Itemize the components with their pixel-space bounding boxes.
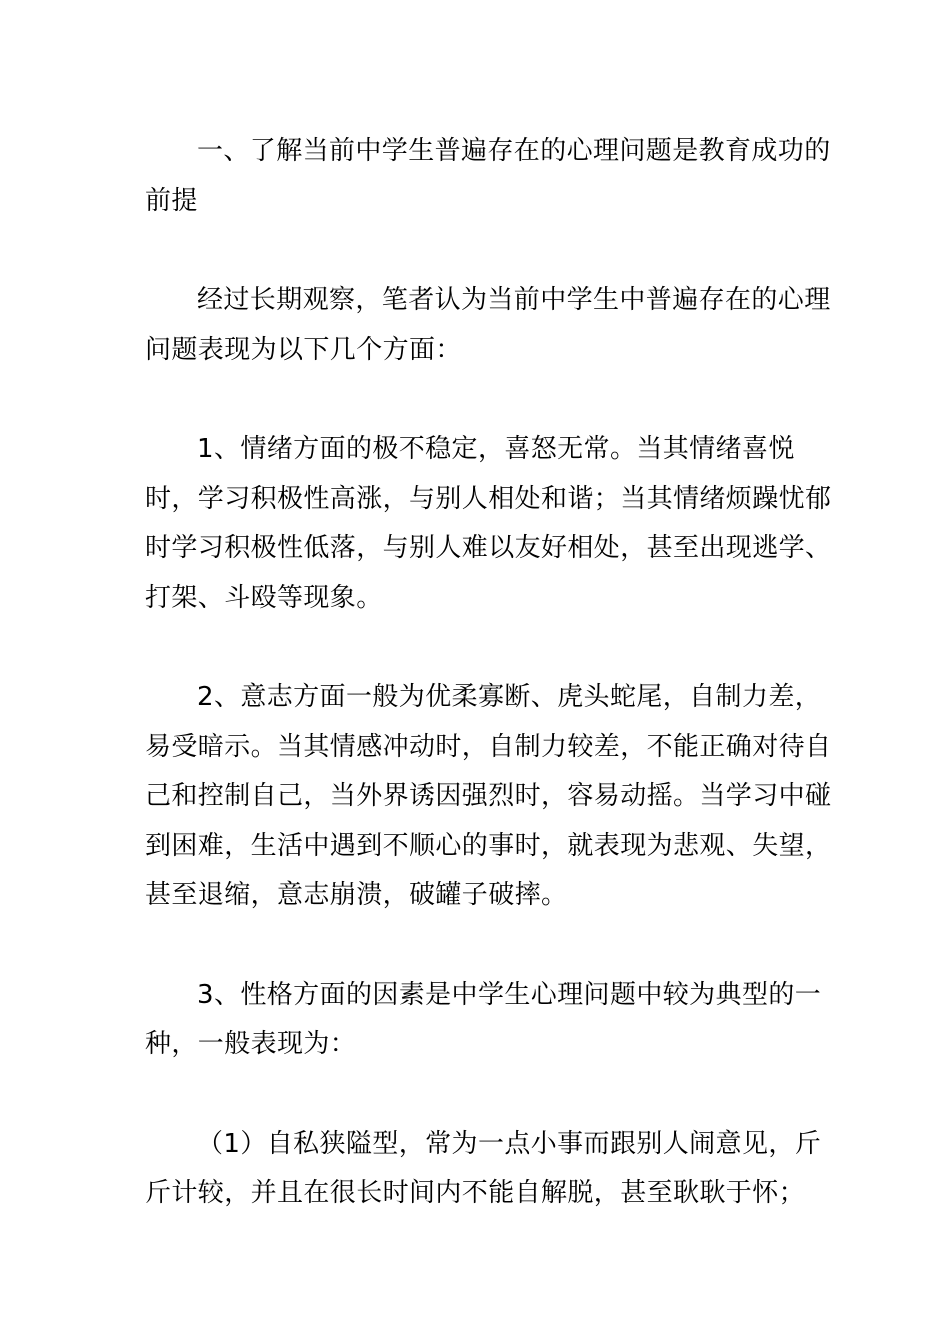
personality-paragraph: 3、性格方面的因素是中学生心理问题中较为典型的一种，一般表现为： [145, 979, 822, 1059]
emotion-paragraph: 1、情绪方面的极不稳定，喜怒无常。当其情绪喜悦时，学习积极性高涨，与别人相处和谐；当其情绪烦躁忧郁时学习积极性低落，与别人难以友好相处，甚至出现逃学、打架、斗殴等现象。 [145, 434, 832, 613]
section-heading: 一、了解当前中学生普遍存在的心理问题是教育成功的前提 [145, 136, 831, 216]
intro-paragraph: 经过长期观察，笔者认为当前中学生中普遍存在的心理问题表现为以下几个方面： [145, 285, 831, 365]
document-body [145, 127, 835, 1269]
selfish-type-paragraph: （1）自私狭隘型，常为一点小事而跟别人闹意见，斤斤计较，并且在很长时间内不能自解脱，甚至耿耿于怀； [145, 1128, 822, 1208]
will-paragraph: 2、意志方面一般为优柔寡断、虎头蛇尾，自制力差，易受暗示。当其情感冲动时，自制力较差，不能正确对待自己和控制自己，当外界诱因强烈时，容易动摇。当学习中碰到困难，生活中遇到不顺心的事时，就表现为悲观、失望，甚至退缩，意志崩溃，破罐子破摔。 [145, 682, 832, 910]
